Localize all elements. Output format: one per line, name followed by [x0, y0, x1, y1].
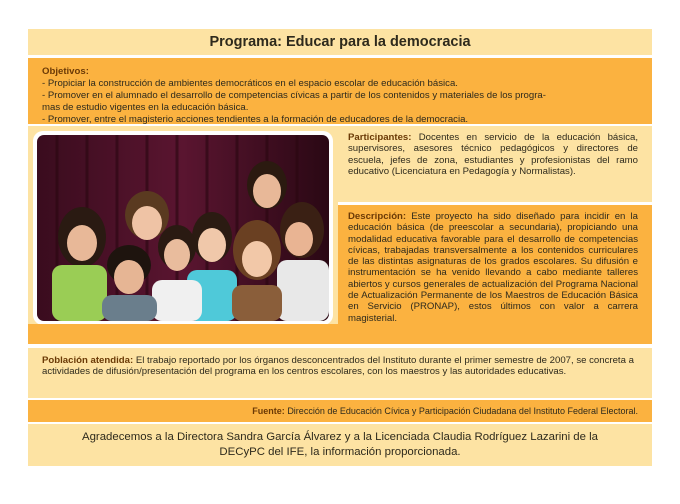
participants-label: Participantes:	[348, 132, 412, 143]
acknowledgement-line: Agradecemos a la Directora Sandra García Álvarez y a la Licenciada Claudia Rodríguez Lazarini de la	[81, 431, 599, 443]
objective-item: - Promover en el alumnado el desarrollo de competencias cívicas a partir de los contenidos y materiales de los progra-	[42, 90, 546, 101]
description-text: Este proyecto ha sido diseñado para incidir en la educación básica (de preescolar a secundaria), propiciando una modalidad educativa favorable para el desarrollo de competencias cívicas, trabajadas transversalmente a los contenidos curriculares de las distintas asignaturas de los grados escolares. Su difusión e instrumentación se ha venido llevando a cabo mediante talleres abiertos y cursos generales de actualización del Programa Nacional de Actualización Permanente de los Maestros de Educación Básica en Servicio (PRONAP), estos últimos con valor a carrera magisterial.	[348, 211, 638, 324]
source-text: Dirección de Educación Cívica y Participación Ciudadana del Instituto Federal Electoral.	[287, 406, 638, 416]
source-line	[28, 400, 652, 422]
objective-item: - Promover, entre el magisterio acciones tendientes a la formación de educadores de la democracia.	[42, 114, 469, 125]
population-text: El trabajo reportado por los órganos desconcentrados del Instituto durante el primer semestre de 2007, se concreta a actividades de difusión/presentación del programa en los centros escolares, con los maestros y las autoridades educativas.	[42, 355, 634, 378]
participants-text: Docentes en servicio de la educación básica, supervisores, asesores técnico pedagógicos y directores de escuela, jefes de zona, estudiantes y profesionistas del ramo educativo (Licenciatura en Pedagogía y Normalistas).	[348, 132, 638, 177]
page-title: Programa: Educar para la democracia	[28, 29, 652, 55]
population-label: Población atendida:	[42, 355, 134, 366]
middle-section	[28, 126, 652, 344]
acknowledgement	[28, 424, 652, 466]
objectives-label: Objetivos:	[42, 66, 89, 77]
source-label: Fuente:	[252, 406, 285, 416]
program-card	[28, 29, 652, 466]
objectives-section	[28, 58, 652, 124]
objective-item: mas de estudio vigentes en la educación básica.	[42, 102, 249, 113]
participants-section	[338, 126, 652, 202]
description-section	[338, 205, 652, 344]
photo-frame	[28, 126, 338, 324]
acknowledgement-line: DECyPC del IFE, la información proporcionada.	[219, 445, 461, 458]
group-photo	[33, 131, 333, 325]
children-group-illustration	[37, 135, 329, 321]
objective-item: - Propiciar la construcción de ambientes democráticos en el espacio escolar de educación básica.	[42, 78, 458, 89]
population-section	[28, 348, 652, 398]
description-label: Descripción:	[348, 211, 407, 222]
